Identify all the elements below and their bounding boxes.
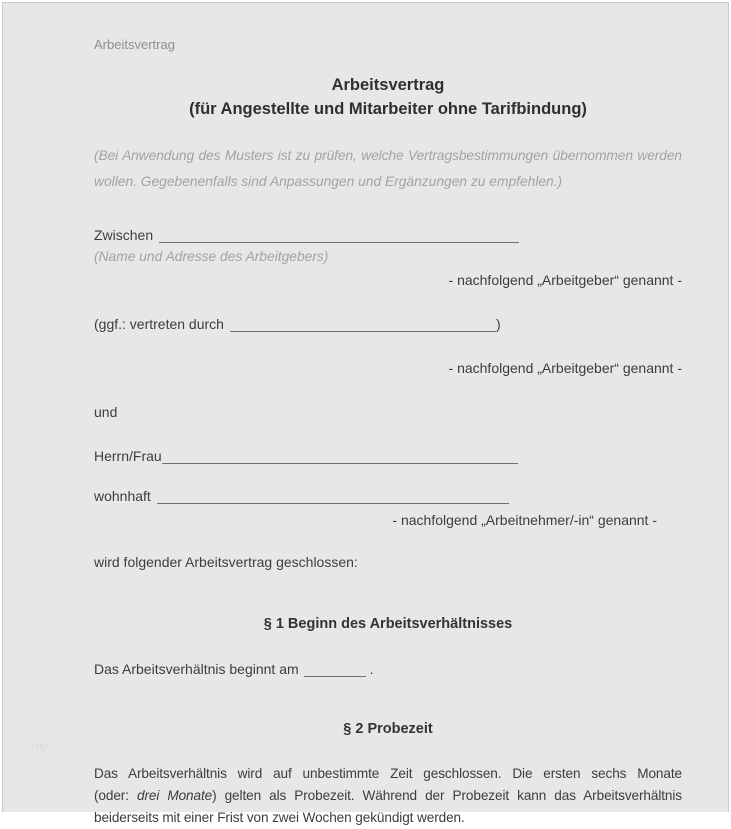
employee-designation: - nachfolgend „Arbeitnehmer/-in“ genannt - bbox=[392, 512, 657, 528]
document-title-line1: Arbeitsvertrag bbox=[331, 76, 445, 94]
employee-line bbox=[94, 446, 682, 466]
representative-suffix-label: ) bbox=[495, 316, 501, 332]
zwischen-label: Zwischen bbox=[94, 227, 154, 243]
probation-line2-pre: (oder: bbox=[94, 788, 137, 803]
representative-name-field[interactable] bbox=[230, 331, 496, 332]
employer-address-hint: (Name und Adresse des Arbeitgebers) bbox=[94, 249, 329, 264]
probation-line2-post: ) gelten als Probezeit. Während der Probezeit kann das Arbeitsverhältnis bbox=[212, 788, 683, 803]
watermark: http bbox=[31, 742, 48, 753]
running-header-label: Arbeitsvertrag bbox=[94, 37, 175, 52]
residence-line bbox=[94, 486, 682, 506]
contract-intro-line: wird folgender Arbeitsvertrag geschlossen: bbox=[94, 554, 358, 570]
page-content bbox=[3, 3, 728, 829]
intro-note-line1: (Bei Anwendung des Musters ist zu prüfen, welche Vertragsbestimmungen übernommen werden bbox=[94, 148, 682, 163]
begin-date-suffix-label: . bbox=[369, 661, 374, 677]
document-title bbox=[94, 73, 682, 121]
probation-paragraph bbox=[94, 763, 682, 829]
employer-line bbox=[94, 225, 682, 245]
employee-name-label: Herrn/Frau bbox=[94, 448, 162, 464]
representative-prefix-label: (ggf.: vertreten durch bbox=[94, 316, 224, 332]
document-title-line2: (für Angestellte und Mitarbeiter ohne Tarifbindung) bbox=[189, 100, 587, 118]
begin-date-field[interactable] bbox=[304, 676, 366, 677]
intro-note-line2: wollen. Gegebenenfalls sind Anpassungen und Ergänzungen zu empfehlen.) bbox=[94, 174, 563, 189]
residence-field[interactable] bbox=[157, 503, 509, 504]
employee-name-field[interactable] bbox=[162, 463, 518, 464]
employer-designation-1: - nachfolgend „Arbeitgeber“ genannt - bbox=[448, 272, 682, 288]
section-1-heading: § 1 Beginn des Arbeitsverhältnisses bbox=[263, 616, 513, 632]
probation-line1: Das Arbeitsverhältnis wird auf unbestimmte Zeit geschlossen. Die ersten sechs Monate bbox=[94, 766, 682, 781]
residence-label: wohnhaft bbox=[94, 488, 151, 504]
probation-line2-italic: drei Monate bbox=[137, 788, 213, 803]
section-2-heading: § 2 Probezeit bbox=[343, 721, 433, 737]
begin-date-prefix-label: Das Arbeitsverhältnis beginnt am bbox=[94, 661, 299, 677]
employer-designation-2: - nachfolgend „Arbeitgeber“ genannt - bbox=[448, 360, 682, 376]
probation-line3: beiderseits mit einer Frist von zwei Wochen gekündigt werden. bbox=[94, 810, 465, 825]
probation-line2 bbox=[94, 785, 682, 807]
und-label: und bbox=[94, 404, 118, 420]
employer-name-field[interactable] bbox=[159, 242, 519, 243]
intro-note bbox=[94, 143, 682, 195]
representative-line bbox=[94, 314, 682, 334]
begin-date-line bbox=[94, 659, 682, 679]
document-page bbox=[2, 2, 729, 825]
